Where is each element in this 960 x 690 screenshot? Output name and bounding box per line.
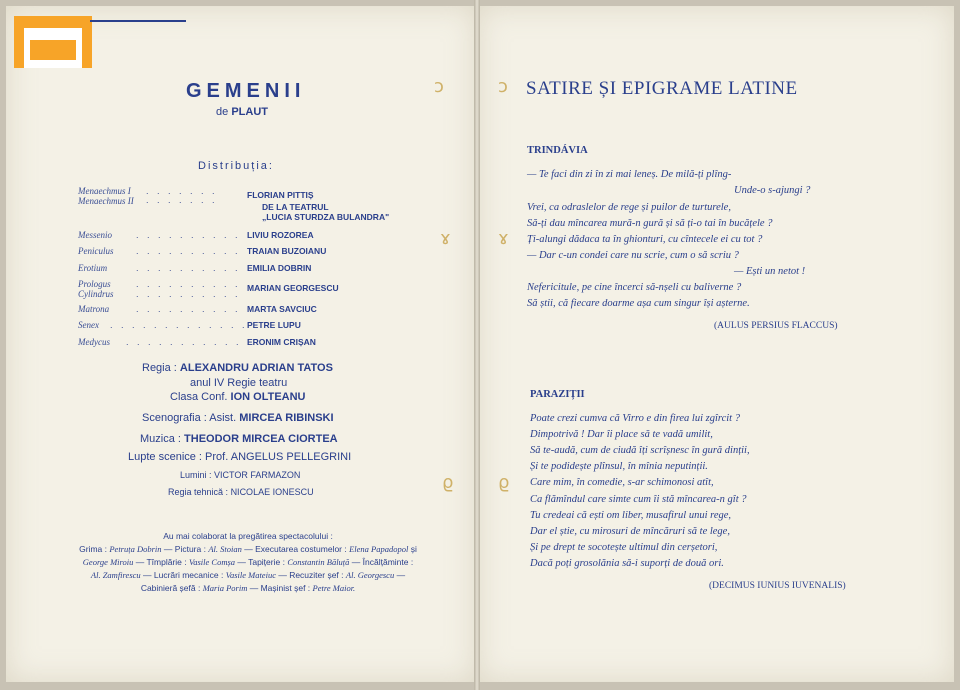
collaborator-role: — Încălțăminte :: [349, 557, 414, 567]
collaborator-name: Petre Maior.: [312, 583, 356, 593]
collaborator-role: — Tîmplărie :: [133, 557, 189, 567]
cast-actor: MARTA SAVCIUC: [247, 304, 317, 314]
cast-actor: TRAIAN BUZOIANU: [247, 246, 327, 256]
credit-lupte: Lupte scenice : Prof. ANGELUS PELLEGRINI: [128, 451, 352, 463]
play-author: de PLAUT: [216, 106, 268, 118]
poem-attribution: (AULUS PERSIUS FLACCUS): [714, 321, 838, 331]
cast-actor: PETRE LUPU: [247, 320, 301, 330]
verse-line: Vrei, ca odraslelor de rege și puilor de turturele,: [527, 202, 731, 213]
cast-row-5: [78, 279, 114, 299]
collaborator-role: și: [408, 544, 417, 554]
verse-line: Ca flămîndul care simte cum îi stă mîncarea-n gît ?: [530, 494, 747, 505]
verse-line: Tu credeai că ești om liber, musafirul unui rege,: [530, 510, 732, 521]
verse-line: Unde-o s-ajungi ?: [734, 185, 811, 196]
cast-role: Erotium: [78, 263, 108, 273]
poem-heading: TRINDÁVIA: [527, 145, 588, 156]
collaborator-name: Al. Zamfirescu: [90, 570, 141, 580]
collaborator-role: — Executarea costumelor :: [241, 544, 350, 554]
collaborator-name: Petruța Dobrin: [109, 544, 162, 554]
distribution-heading: Distribuția:: [198, 160, 274, 172]
collaborator-role: — Recuziter șef :: [275, 570, 346, 580]
cast-role: Senex: [78, 320, 99, 330]
cast-role: Prologus: [78, 279, 111, 289]
collaborator-name: George Miroiu: [82, 557, 134, 567]
binding-mark: ϱ: [498, 472, 510, 493]
verse-line: Ți-alungi dădaca ta în ghionturi, cu cîntecele ei cu tot ?: [527, 234, 763, 245]
cast-role: Cylindrus: [78, 289, 114, 299]
collaborator-role: — Tapițerie :: [235, 557, 288, 567]
verse-line: — Ești un netot !: [734, 266, 806, 277]
credit-lumini: Lumini : VICTOR FARMAZON: [180, 470, 301, 480]
collaborators-list: [78, 543, 418, 595]
collaborators: [78, 530, 418, 595]
cast-role: Medycus: [78, 337, 110, 347]
cast-actor: FLORIAN PITTIȘ: [247, 190, 314, 200]
collaborator-name: Vasile Comșa: [188, 557, 236, 567]
collaborator-name: Constantin Băluță: [287, 557, 350, 567]
credit-tehnica: Regia tehnică : NICOLAE IONESCU: [168, 487, 314, 497]
verse-line: — Dar c-un condei care nu scrie, cum o să scriu ?: [527, 250, 739, 261]
cast-actor-note: DE LA TEATRUL: [262, 202, 329, 212]
credit-clasa: Clasa Conf. ION OLTEANU: [170, 391, 306, 403]
cast-actor-note: „LUCIA STURDZA BULANDRA": [262, 212, 390, 222]
cast-actor: LIVIU ROZOREA: [247, 230, 314, 240]
credit-regia-year: anul IV Regie teatru: [190, 377, 288, 389]
verse-line: Care mim, în comedie, s-ar schimonosi atît,: [530, 477, 714, 488]
binding-mark: ϱ: [442, 472, 454, 493]
verse-line: — Te faci din zi în zi mai leneș. De milă-ți plîng-: [527, 169, 732, 180]
credit-muzica: Muzica : THEODOR MIRCEA CIORTEA: [140, 433, 338, 445]
verse-line: Să știi, că fiecare doarme așa cum singur își așterne.: [527, 298, 750, 309]
cast-role: Peniculus: [78, 246, 114, 256]
verse-line: Și te podidește plînsul, în mînia neputinții.: [530, 461, 708, 472]
binding-mark: ɤ: [440, 228, 451, 249]
collaborator-role: Grima :: [79, 544, 110, 554]
verse-line: Și pe drept te socotește ultimul din cerșetori,: [530, 542, 718, 553]
binding-mark: ɤ: [498, 228, 509, 249]
cast-actor: ERONIM CRIȘAN: [247, 337, 316, 347]
verse-line: Să te-audă, cum de ciudă îți scrîșnesc în gură dinții,: [530, 445, 750, 456]
collaborator-role: — Lucrări mecanice :: [140, 570, 226, 580]
collaborator-name: Elena Papadopol: [349, 544, 409, 554]
cast-role: Menaechmus I: [78, 186, 131, 196]
collaborator-name: Al. Stoian: [208, 544, 242, 554]
verse-line: Nefericitule, pe cine încerci să-nșeli cu baliverne ?: [527, 282, 742, 293]
verse-line: Dar el știe, cu mirosuri de mîncăruri să te lege,: [530, 526, 730, 537]
cast-role: Messenio: [78, 230, 112, 240]
cast-row-1: [78, 186, 134, 206]
collaborator-name: Al. Georgescu: [345, 570, 395, 580]
collaborator-name: Vasile Mateiuc: [225, 570, 276, 580]
poem-heading: PARAZIȚII: [530, 389, 585, 400]
poem-attribution: (DECIMUS IUNIUS IUVENALIS): [709, 581, 846, 591]
play-title: GEMENII: [186, 80, 306, 102]
credit-scenografia: Scenografia : Asist. MIRCEA RIBINSKI: [142, 412, 334, 424]
verse-line: Dacă poți grosolănia să-i suporți de două ori.: [530, 558, 724, 569]
collaborator-role: — Mașinist șef :: [247, 583, 313, 593]
anthology-title: SATIRE ȘI EPIGRAME LATINE: [526, 78, 798, 99]
cast-actor: EMILIA DOBRIN: [247, 263, 312, 273]
collaborators-heading: Au mai colaborat la pregătirea spectacolului :: [163, 531, 333, 541]
credit-regia: Regia : ALEXANDRU ADRIAN TATOS: [142, 362, 333, 374]
verse-line: Să-ți dau mîncarea mură-n gură și să ți-o tai în bucățele ?: [527, 218, 773, 229]
page-fold: [474, 0, 480, 690]
publisher-logo: [14, 16, 92, 68]
binding-mark: ↄ: [434, 76, 444, 97]
cast-role: Matrona: [78, 304, 110, 314]
binding-mark: ↄ: [498, 76, 508, 97]
cast-actor: MARIAN GEORGESCU: [247, 283, 339, 293]
collaborator-name: Maria Porim: [202, 583, 248, 593]
collaborator-role: — Cabinieră șefă :: [140, 570, 406, 593]
top-rule: [90, 20, 186, 22]
collaborator-role: — Pictura :: [161, 544, 209, 554]
verse-line: Poate crezi cumva că Virro e din firea lui zgîrcit ?: [530, 413, 740, 424]
cast-role: Menaechmus II: [78, 196, 134, 206]
verse-line: Dimpotrivă ! Dar îi place să te vadă umilit,: [530, 429, 713, 440]
